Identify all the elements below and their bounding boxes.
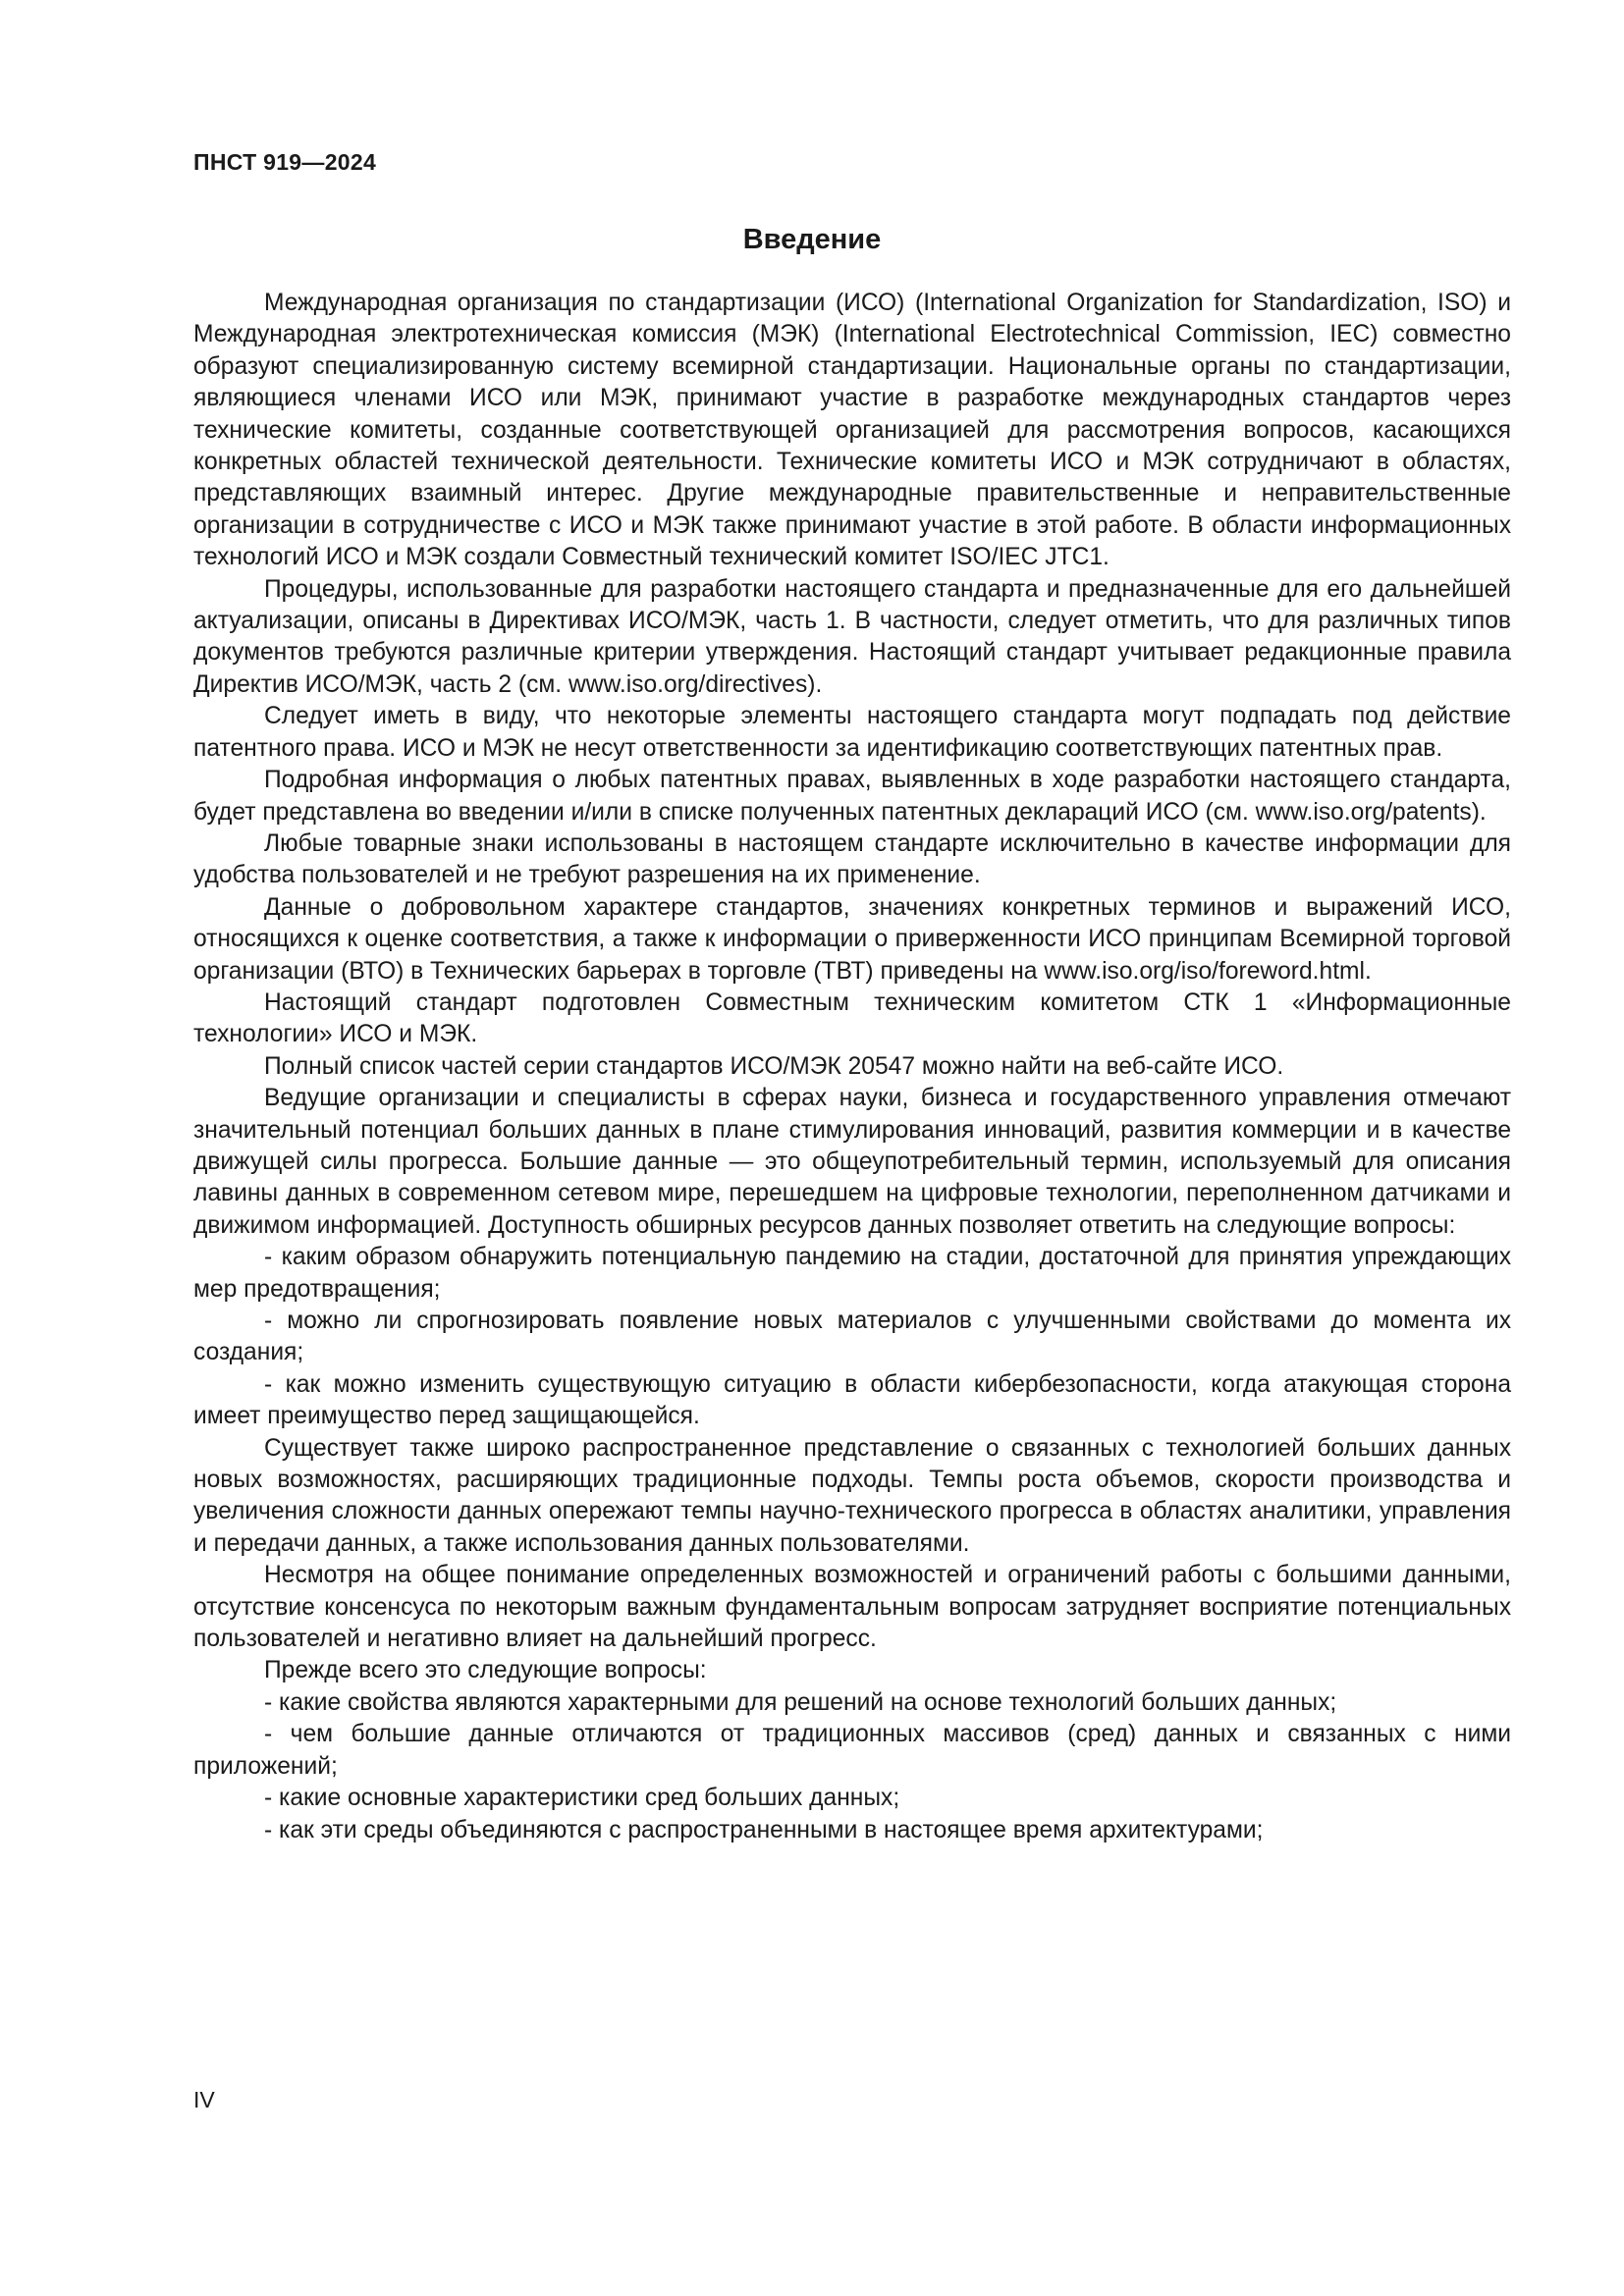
list-item: - какие свойства являются характерными для решений на основе технологий больших данных; bbox=[264, 1688, 1337, 1716]
paragraph-questions-intro: Прежде всего это следующие вопросы: bbox=[264, 1657, 707, 1684]
list-item: - как можно изменить существующую ситуацию в области кибербезопасности, когда атакующая сторона имеет преимущество перед защищающейся. bbox=[193, 1370, 1511, 1430]
page-number: IV bbox=[193, 2087, 215, 2112]
paragraph-big-data-potential: Ведущие организации и специалисты в сферах науки, бизнеса и государственного управления отмечают значительный потенциал больших данных в плане стимулирования инноваций, развития коммерции и в качестве движущей силы прогресса. Большие данные — это общеупотребительный термин, используемый для описания лавины данных в современном сетевом мире, перешедшем на цифровые технологии, переполненном датчиками и движимом информацией. Доступность обширных ресурсов данных позволяет ответить на следующие вопросы: bbox=[193, 1085, 1511, 1239]
body-text bbox=[193, 288, 1511, 1846]
paragraph-new-opportunities: Существует также широко распространенное представление о связанных с технологией больших данных новых возможностях, расширяющих традиционные подходы. Темпы роста объемов, скорости производства и увеличения сложности данных опережают темпы научно-технического прогресса в областях аналитики, управления и передачи данных, а также использования данных пользователями. bbox=[193, 1434, 1511, 1557]
paragraph-voluntary-nature: Данные о добровольном характере стандартов, значениях конкретных терминов и выражений ИСО, относящихся к оценке соответствия, а также к информации о приверженности ИСО принципам Всемирной торговой организации (ВТО) в Технических барьерах в торговле (ТВТ) приведены на www.iso.org/iso/foreword.html. bbox=[193, 893, 1511, 985]
paragraph-trademarks: Любые товарные знаки использованы в настоящем стандарте исключительно в качестве информации для удобства пользователей и не требуют разрешения на их применение. bbox=[193, 829, 1511, 889]
paragraph-iso-iec-intro: Международная организация по стандартизации (ИСО) (International Organization for Standardization, ISO) и Международная электротехническая комиссия (МЭК) (International Electrotechnical Commission, IEC) совместно образуют специализированную систему всемирной стандартизации. Национальные органы по стандартизации, являющиеся членами ИСО или МЭК, принимают участие в разработке международных стандартов через технические комитеты, созданные соответствующей организацией для рассмотрения вопросов, касающихся конкретных областей технической деятельности. Технические комитеты ИСО и МЭК сотрудничают в областях, представляющих взаимный интерес. Другие международные правительственные и неправительственные организации в сотрудничестве с ИСО и МЭК также принимают участие в этой работе. В области информационных технологий ИСО и МЭК создали Совместный технический комитет ISO/IEC JTC1. bbox=[193, 290, 1511, 571]
list-item: - какие основные характеристики сред больших данных; bbox=[264, 1785, 900, 1812]
section-title: Введение bbox=[742, 224, 882, 255]
list-item: - как эти среды объединяются с распространенными в настоящее время архитектурами; bbox=[264, 1816, 1264, 1843]
list-item: - можно ли спрогнозировать появление новых материалов с улучшенными свойствами до момента их создания; bbox=[193, 1308, 1511, 1366]
paragraph-procedures: Процедуры, использованные для разработки настоящего стандарта и предназначенные для его дальнейшей актуализации, описаны в Директивах ИСО/МЭК, часть 1. В частности, следует отметить, что для различных типов документов требуются различные критерии утверждения. Настоящий стандарт учитывает редакционные правила Директив ИСО/МЭК, часть 2 (см. www.iso.org/directives). bbox=[193, 575, 1511, 698]
paragraph-patent-details: Подробная информация о любых патентных правах, выявленных в ходе разработки настоящего стандарта, будет представлена во введении и/или в списке полученных патентных деклараций ИСО (см. www.iso.org/patents). bbox=[193, 767, 1511, 826]
list-item: - каким образом обнаружить потенциальную пандемию на стадии, достаточной для принятия упреждающих мер предотвращения; bbox=[193, 1244, 1511, 1303]
document-code: ПНСТ 919—2024 bbox=[193, 149, 377, 175]
paragraph-prepared-by: Настоящий стандарт подготовлен Совместным техническим комитетом СТК 1 «Информационные технологии» ИСО и МЭК. bbox=[193, 988, 1511, 1048]
paragraph-patent-rights: Следует иметь в виду, что некоторые элементы настоящего стандарта могут подпадать под действие патентного права. ИСО и МЭК не несут ответственности за идентификацию соответствующих патентных прав. bbox=[193, 703, 1511, 762]
list-item: - чем большие данные отличаются от традиционных массивов (сред) данных и связанных с ними приложений; bbox=[193, 1721, 1511, 1780]
paragraph-parts-list: Полный список частей серии стандартов ИСО/МЭК 20547 можно найти на веб-сайте ИСО. bbox=[264, 1052, 1284, 1080]
paragraph-lack-of-consensus: Несмотря на общее понимание определенных возможностей и ограничений работы с большими данными, отсутствие консенсуса по некоторым важным фундаментальным вопросам затрудняет восприятие потенциальных пользователей и негативно влияет на дальнейший прогресс. bbox=[193, 1562, 1511, 1653]
